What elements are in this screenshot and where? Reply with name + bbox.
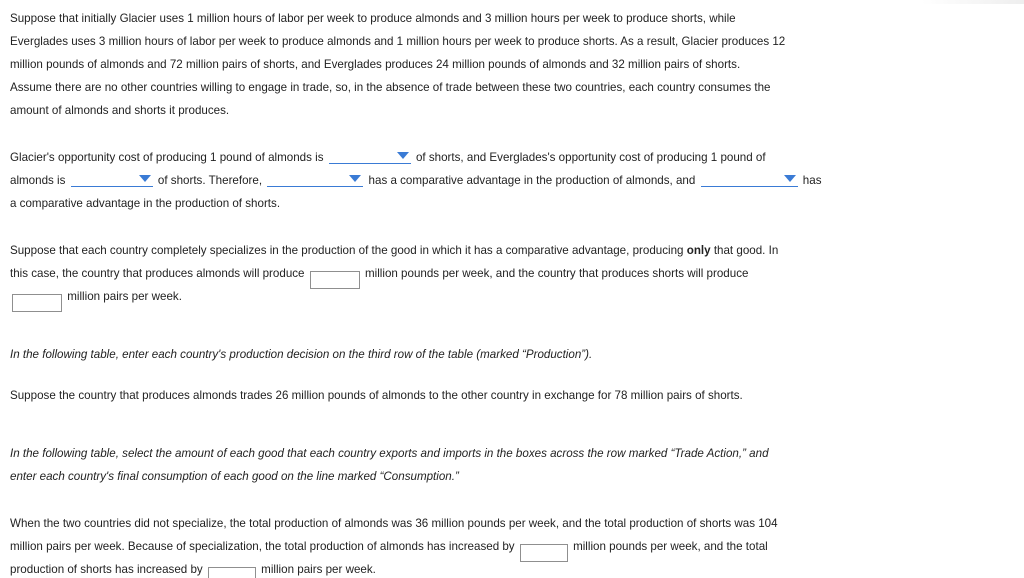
specialize-text-4: million pairs per week. [67,290,182,303]
chevron-down-icon [784,175,796,182]
gains-line-3 [10,558,910,578]
gains-paragraph [10,512,910,578]
gains-text-2: million pairs per week. Because of specialization, the total production of almonds has increased by [10,540,515,553]
specialize-text-1: Suppose that each country completely specializes in the production of the good in which it has a comparative advantage, producing [10,244,684,257]
almonds-produced-input[interactable] [310,271,360,289]
shorts-increase-input[interactable] [208,567,256,578]
instruction-production-text: In the following table, enter each country's production decision on the third row of the table (marked “Production”). [10,348,593,361]
chevron-down-icon [349,175,361,182]
opportunity-text-7: a comparative advantage in the production of shorts. [10,197,281,210]
intro-line-3: million pounds of almonds and 72 million pairs of shorts, and Everglades produces 24 million pounds of almonds and 32 million pairs of shorts. [10,58,741,71]
opportunity-text-3: almonds is [10,174,66,187]
instruction-production [10,343,910,366]
intro-line-1: Suppose that initially Glacier uses 1 million hours of labor per week to produce almonds and 3 million hours per week to produce shorts, while [10,12,736,25]
specialize-paragraph [10,239,910,308]
instruction-trade-line-2: enter each country's final consumption of each good on the line marked “Consumption.” [10,470,459,483]
opportunity-line-2 [10,169,910,192]
shorts-advantage-country-dropdown[interactable] [701,172,798,187]
gains-text-5: million pairs per week. [261,563,376,576]
almonds-advantage-country-dropdown[interactable] [267,172,363,187]
specialize-bold-only: only [686,244,711,257]
intro-line-4: Assume there are no other countries willing to engage in trade, so, in the absence of trade between these two countries, each country consumes the [10,81,771,94]
chevron-down-icon [397,152,409,159]
specialize-text-2: this case, the country that produces almonds will produce [10,267,305,280]
intro-line-5: amount of almonds and shorts it produces. [10,104,230,117]
gains-line-1: When the two countries did not specialize, the total production of almonds was 36 million pounds per week, and the total production of shorts was 104 [10,517,778,530]
shorts-produced-input[interactable] [12,294,62,312]
instruction-trade-action [10,442,910,488]
everglades-opportunity-cost-dropdown[interactable] [71,172,153,187]
gains-line-2 [10,535,910,558]
opportunity-text-4: of shorts. Therefore, [157,174,263,187]
opportunity-paragraph [10,146,910,215]
opportunity-text-6: has [802,174,822,187]
top-divider [0,0,1024,4]
instruction-trade-line-1: In the following table, select the amount of each good that each country exports and imports in the boxes across the row marked “Trade Action,” and [10,447,769,460]
opportunity-text-5: has a comparative advantage in the production of almonds, and [368,174,696,187]
chevron-down-icon [139,175,151,182]
intro-line-2: Everglades uses 3 million hours of labor per week to produce almonds and 1 million hours per week to produce shorts. As a result, Glacier produces 12 [10,35,786,48]
intro-paragraph [10,7,910,122]
gains-text-3: million pounds per week, and the total [573,540,768,553]
trade-statement [10,384,910,407]
specialize-line-3 [12,285,910,308]
opportunity-text-1: Glacier's opportunity cost of producing 1 pound of almonds is [10,151,324,164]
gains-text-4: production of shorts has increased by [10,563,203,576]
specialize-line-2 [10,262,910,285]
glacier-opportunity-cost-dropdown[interactable] [329,149,411,164]
specialize-text-3: million pounds per week, and the country that produces shorts will produce [364,267,749,280]
opportunity-line-1 [10,146,910,169]
specialize-line-1 [10,239,910,262]
almonds-increase-input[interactable] [520,544,568,562]
specialize-text-1-end: that good. In [713,244,779,257]
opportunity-text-2: of shorts, and Everglades's opportunity cost of producing 1 pound of [415,151,766,164]
trade-statement-text: Suppose the country that produces almonds trades 26 million pounds of almonds to the other country in exchange for 78 million pairs of shorts. [10,389,743,402]
